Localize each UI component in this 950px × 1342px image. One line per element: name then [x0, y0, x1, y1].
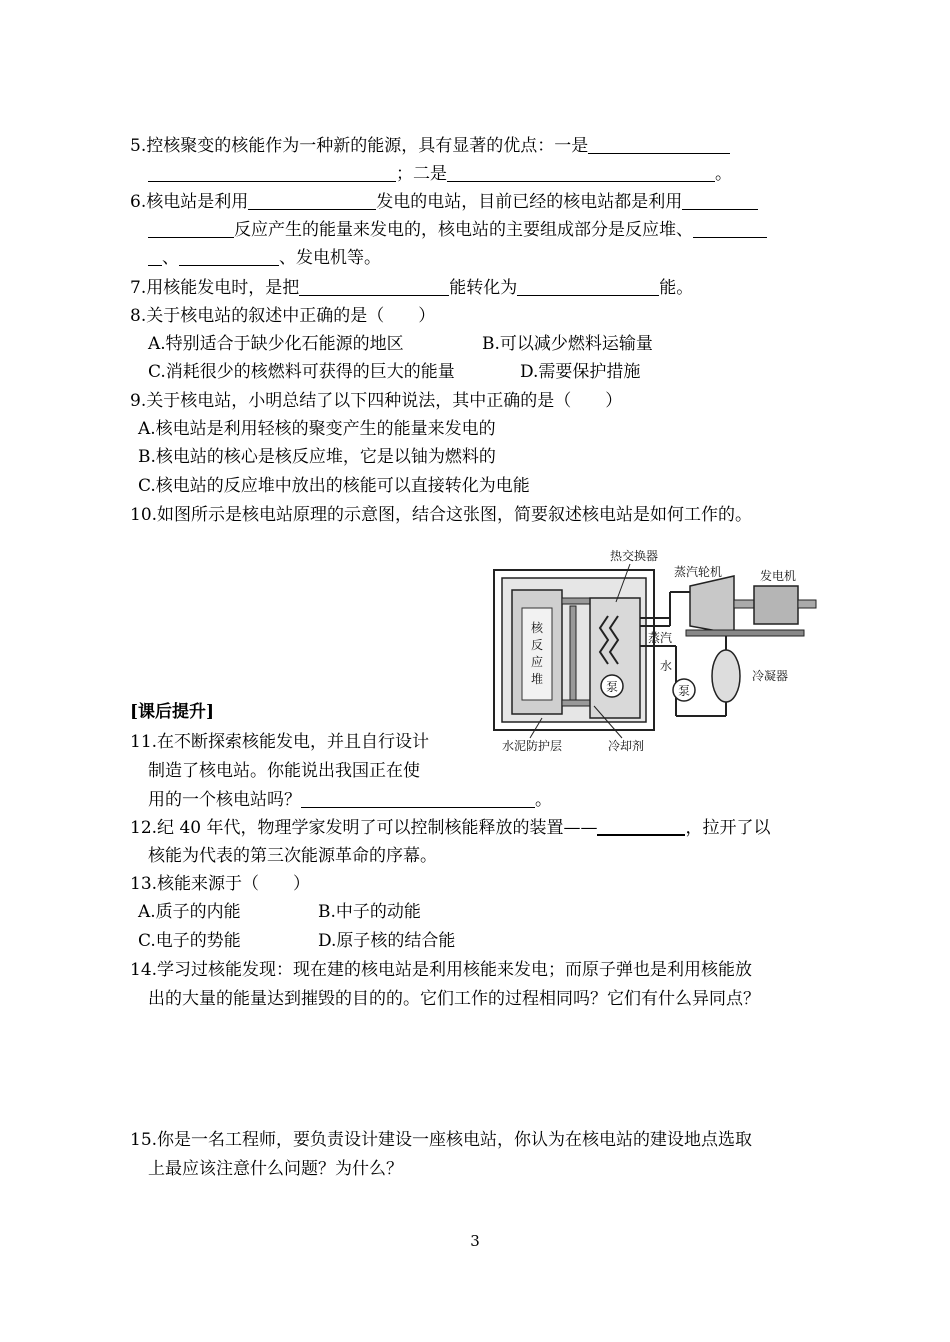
q5-text: 5.控核聚变的核能作为一种新的能源，具有显著的优点：一是: [130, 136, 589, 156]
q8-option-c: C.消耗很少的核燃料可获得的巨大的能量: [148, 362, 455, 382]
q8-option-d: D.需要保护措施: [520, 362, 641, 382]
q6-blank-3[interactable]: [148, 219, 234, 238]
q5-line1: [130, 132, 730, 160]
q6-text-a: 6.核电站是利用: [130, 192, 249, 212]
q5-line2: [148, 160, 732, 188]
q9-stem: 9.关于核电站，小明总结了以下四种说法，其中正确的是（ ）: [130, 391, 623, 411]
q6-text-b: 发电的电站，目前已经的核电站都是利用: [376, 192, 683, 212]
q6-blank-5[interactable]: [148, 247, 162, 266]
pump-1-label: 泵: [606, 680, 619, 694]
q6-line2: [148, 216, 767, 244]
q13-option-c: C.电子的势能: [138, 931, 241, 951]
q6-line1: [130, 188, 758, 216]
section-title: [课后提升]: [130, 702, 215, 722]
q12-blank[interactable]: [597, 816, 685, 836]
q6-text-d: 、: [162, 248, 179, 268]
q6-blank-2[interactable]: [682, 191, 758, 210]
q5-blank-2[interactable]: [148, 163, 396, 182]
q9-option-a: A.核电站是利用轻核的聚变产生的能量来发电的: [138, 419, 496, 439]
q15-line1: 15.你是一名工程师，要负责设计建设一座核电站，你认为在核电站的建设地点选取: [130, 1130, 753, 1150]
cement-label: 水泥防护层: [502, 739, 563, 753]
generator-shaft: [798, 600, 816, 608]
q7-text-a: 7.用核能发电时，是把: [130, 278, 300, 298]
q12-text-a: 12.纪 40 年代，物理学家发明了可以控制核能释放的装置——: [130, 818, 598, 838]
q5-blank-1[interactable]: [588, 135, 730, 154]
coolant-label: 冷却剂: [608, 739, 645, 753]
steam-turbine: [690, 576, 734, 634]
heat-exchanger-label: 热交换器: [610, 549, 659, 563]
q6-text-c: 反应产生的能量来发电的，核电站的主要组成部分是反应堆、: [234, 220, 693, 240]
q11-end: 。: [535, 790, 552, 810]
nuclear-plant-diagram: [490, 546, 820, 761]
pump-2-label: 泵: [678, 684, 691, 698]
reactor-label-2: 反: [531, 638, 544, 652]
generator-label: 发电机: [760, 569, 797, 583]
page-number: 3: [470, 1232, 480, 1250]
q10-stem: 10.如图所示是核电站原理的示意图，结合这张图，简要叙述核电站是如何工作的。: [130, 505, 753, 525]
q11-line2: 制造了核电站。你能说出我国正在使: [148, 761, 420, 781]
q8-stem: 8.关于核电站的叙述中正确的是（ ）: [130, 306, 436, 326]
q7-blank-1[interactable]: [299, 277, 449, 296]
q11-line1: 11.在不断探索核能发电，并且自行设计: [130, 732, 430, 752]
generator: [754, 586, 798, 624]
reactor-label-1: 核: [531, 621, 544, 635]
q14-line1: 14.学习过核能发现：现在建的核电站是利用核能来发电；而原子弹也是利用核能放: [130, 960, 753, 980]
q6-line3: [148, 244, 381, 272]
q5-end: 。: [715, 164, 732, 184]
q9-option-c: C.核电站的反应堆中放出的核能可以直接转化为电能: [138, 476, 530, 496]
q6-blank-6[interactable]: [179, 247, 279, 266]
q7-line: [130, 274, 693, 302]
q11-line3: [148, 786, 552, 814]
q6-blank-1[interactable]: [248, 191, 376, 210]
q13-option-b: B.中子的动能: [318, 902, 421, 922]
q8-option-a: A.特别适合于缺少化石能源的地区: [148, 334, 404, 354]
reactor-label-4: 堆: [531, 672, 544, 686]
q7-text-b: 能转化为: [449, 278, 518, 298]
q8-option-b: B.可以减少燃料运输量: [482, 334, 653, 354]
q5-blank-3[interactable]: [447, 163, 715, 182]
condenser: [712, 650, 740, 702]
condenser-label: 冷凝器: [752, 669, 789, 683]
reactor-label-3: 应: [531, 655, 544, 669]
q13-option-d: D.原子核的结合能: [318, 931, 456, 951]
q15-line2: 上最应该注意什么问题？为什么？: [148, 1159, 403, 1179]
q6-blank-4[interactable]: [693, 219, 767, 238]
q5-text-2: ；二是: [396, 164, 447, 184]
q12-text-b: ，拉开了以: [685, 818, 771, 838]
q12-line2: 核能为代表的第三次能源革命的序幕。: [148, 846, 437, 866]
turbine-label: 蒸汽轮机: [674, 565, 723, 579]
q6-text-e: 、发电机等。: [279, 248, 381, 268]
q7-blank-2[interactable]: [517, 277, 659, 296]
q13-option-a: A.质子的内能: [138, 902, 241, 922]
water-label: 水: [660, 659, 673, 673]
machine-base: [686, 630, 804, 636]
q11-text: 用的一个核电站吗？: [148, 790, 301, 810]
q12-line1: [130, 814, 770, 842]
q13-stem: 13.核能来源于（ ）: [130, 874, 311, 894]
q11-blank[interactable]: [301, 789, 535, 808]
q7-text-c: 能。: [659, 278, 694, 298]
steam-label: 蒸汽: [648, 631, 673, 645]
coolant-pipe-vertical: [570, 606, 576, 700]
turbine-shaft: [734, 600, 754, 608]
q9-option-b: B.核电站的核心是核反应堆，它是以铀为燃料的: [138, 447, 496, 467]
q14-line2: 出的大量的能量达到摧毁的目的的。它们工作的过程相同吗？它们有什么异同点？: [148, 989, 760, 1009]
